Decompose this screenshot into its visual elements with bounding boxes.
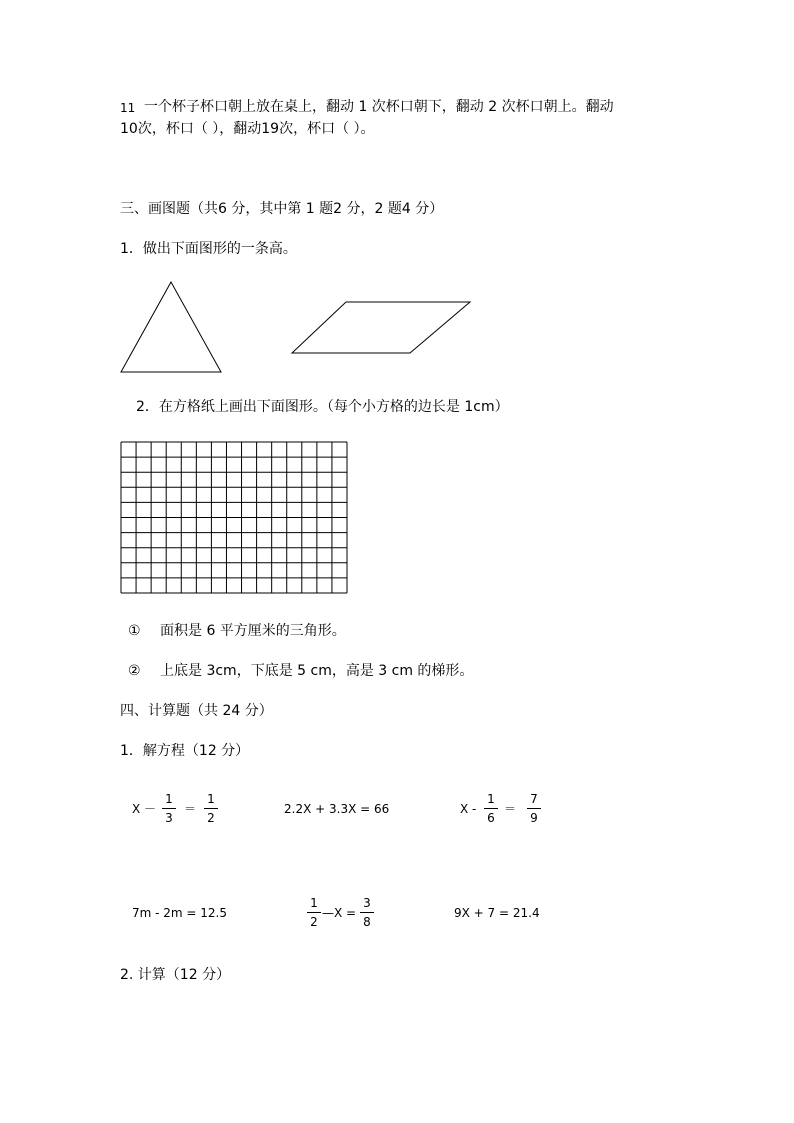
section4-q2: 2. 计算（12 分） [120, 967, 231, 983]
item-1-text: 面积是 6 平方厘米的三角形。 [160, 623, 346, 639]
eq1-denominator-1: 3 [165, 811, 173, 825]
grid-paper [121, 442, 347, 593]
eq5-numerator-1: 1 [310, 896, 318, 910]
eq5-fraction-1 [307, 896, 321, 929]
item-2-text: 上底是 3cm，下底是 5 cm，高是 3 cm 的梯形。 [160, 663, 474, 679]
eq3-denominator-2: 9 [530, 811, 538, 825]
q11-line1: 一个杯子杯口朝上放在桌上，翻动 1 次杯口朝下，翻动 2 次杯口朝上。翻动 [144, 99, 614, 115]
eq5-denominator-2: 8 [363, 915, 371, 929]
eq3-numerator-1: 1 [487, 792, 495, 806]
eq1-denominator-2: 2 [207, 811, 215, 825]
triangle-shape [121, 282, 221, 372]
section4-q1: 1．解方程（12 分） [120, 743, 250, 759]
eq5-numerator-2: 3 [363, 896, 371, 910]
q11-line2: 10次，杯口（ ），翻动19次，杯口（ ）。 [120, 121, 375, 137]
eq2: 2.2X + 3.3X = 66 [284, 802, 390, 816]
eq1-left: X － [132, 802, 157, 816]
q11-number: 11 [120, 101, 136, 115]
section4-title: 四、计算题（共 24 分） [120, 703, 273, 719]
eq3-denominator-1: 6 [487, 811, 495, 825]
eq3-fraction-1 [484, 792, 498, 825]
eq3-left: X - [460, 802, 477, 816]
eq1-numerator-1: 1 [165, 792, 173, 806]
eq5-middle: —X = [322, 906, 357, 920]
parallelogram-shape [292, 302, 470, 353]
item-2-mark: ② [128, 663, 141, 679]
eq3-numerator-2: 7 [530, 792, 538, 806]
eq3-fraction-2 [527, 792, 541, 825]
eq1-numerator-2: 1 [207, 792, 215, 806]
section3-q2: 2．在方格纸上画出下面图形。（每个小方格的边长是 1cm） [136, 399, 509, 415]
eq4: 7m - 2m = 12.5 [132, 906, 228, 920]
eq1-equals: ＝ [184, 802, 197, 816]
item-1-mark: ① [128, 623, 141, 639]
section3-q1: 1．做出下面图形的一条高。 [120, 241, 297, 257]
eq3-equals: ＝ [504, 802, 517, 816]
eq5-fraction-2 [360, 896, 374, 929]
eq1-fraction-1 [162, 792, 176, 825]
eq1-fraction-2 [204, 792, 218, 825]
eq6: 9X + 7 = 21.4 [454, 906, 540, 920]
section3-title: 三、画图题（共6 分，其中第 1 题2 分，2 题4 分） [120, 201, 444, 217]
eq5-denominator-1: 2 [310, 915, 318, 929]
